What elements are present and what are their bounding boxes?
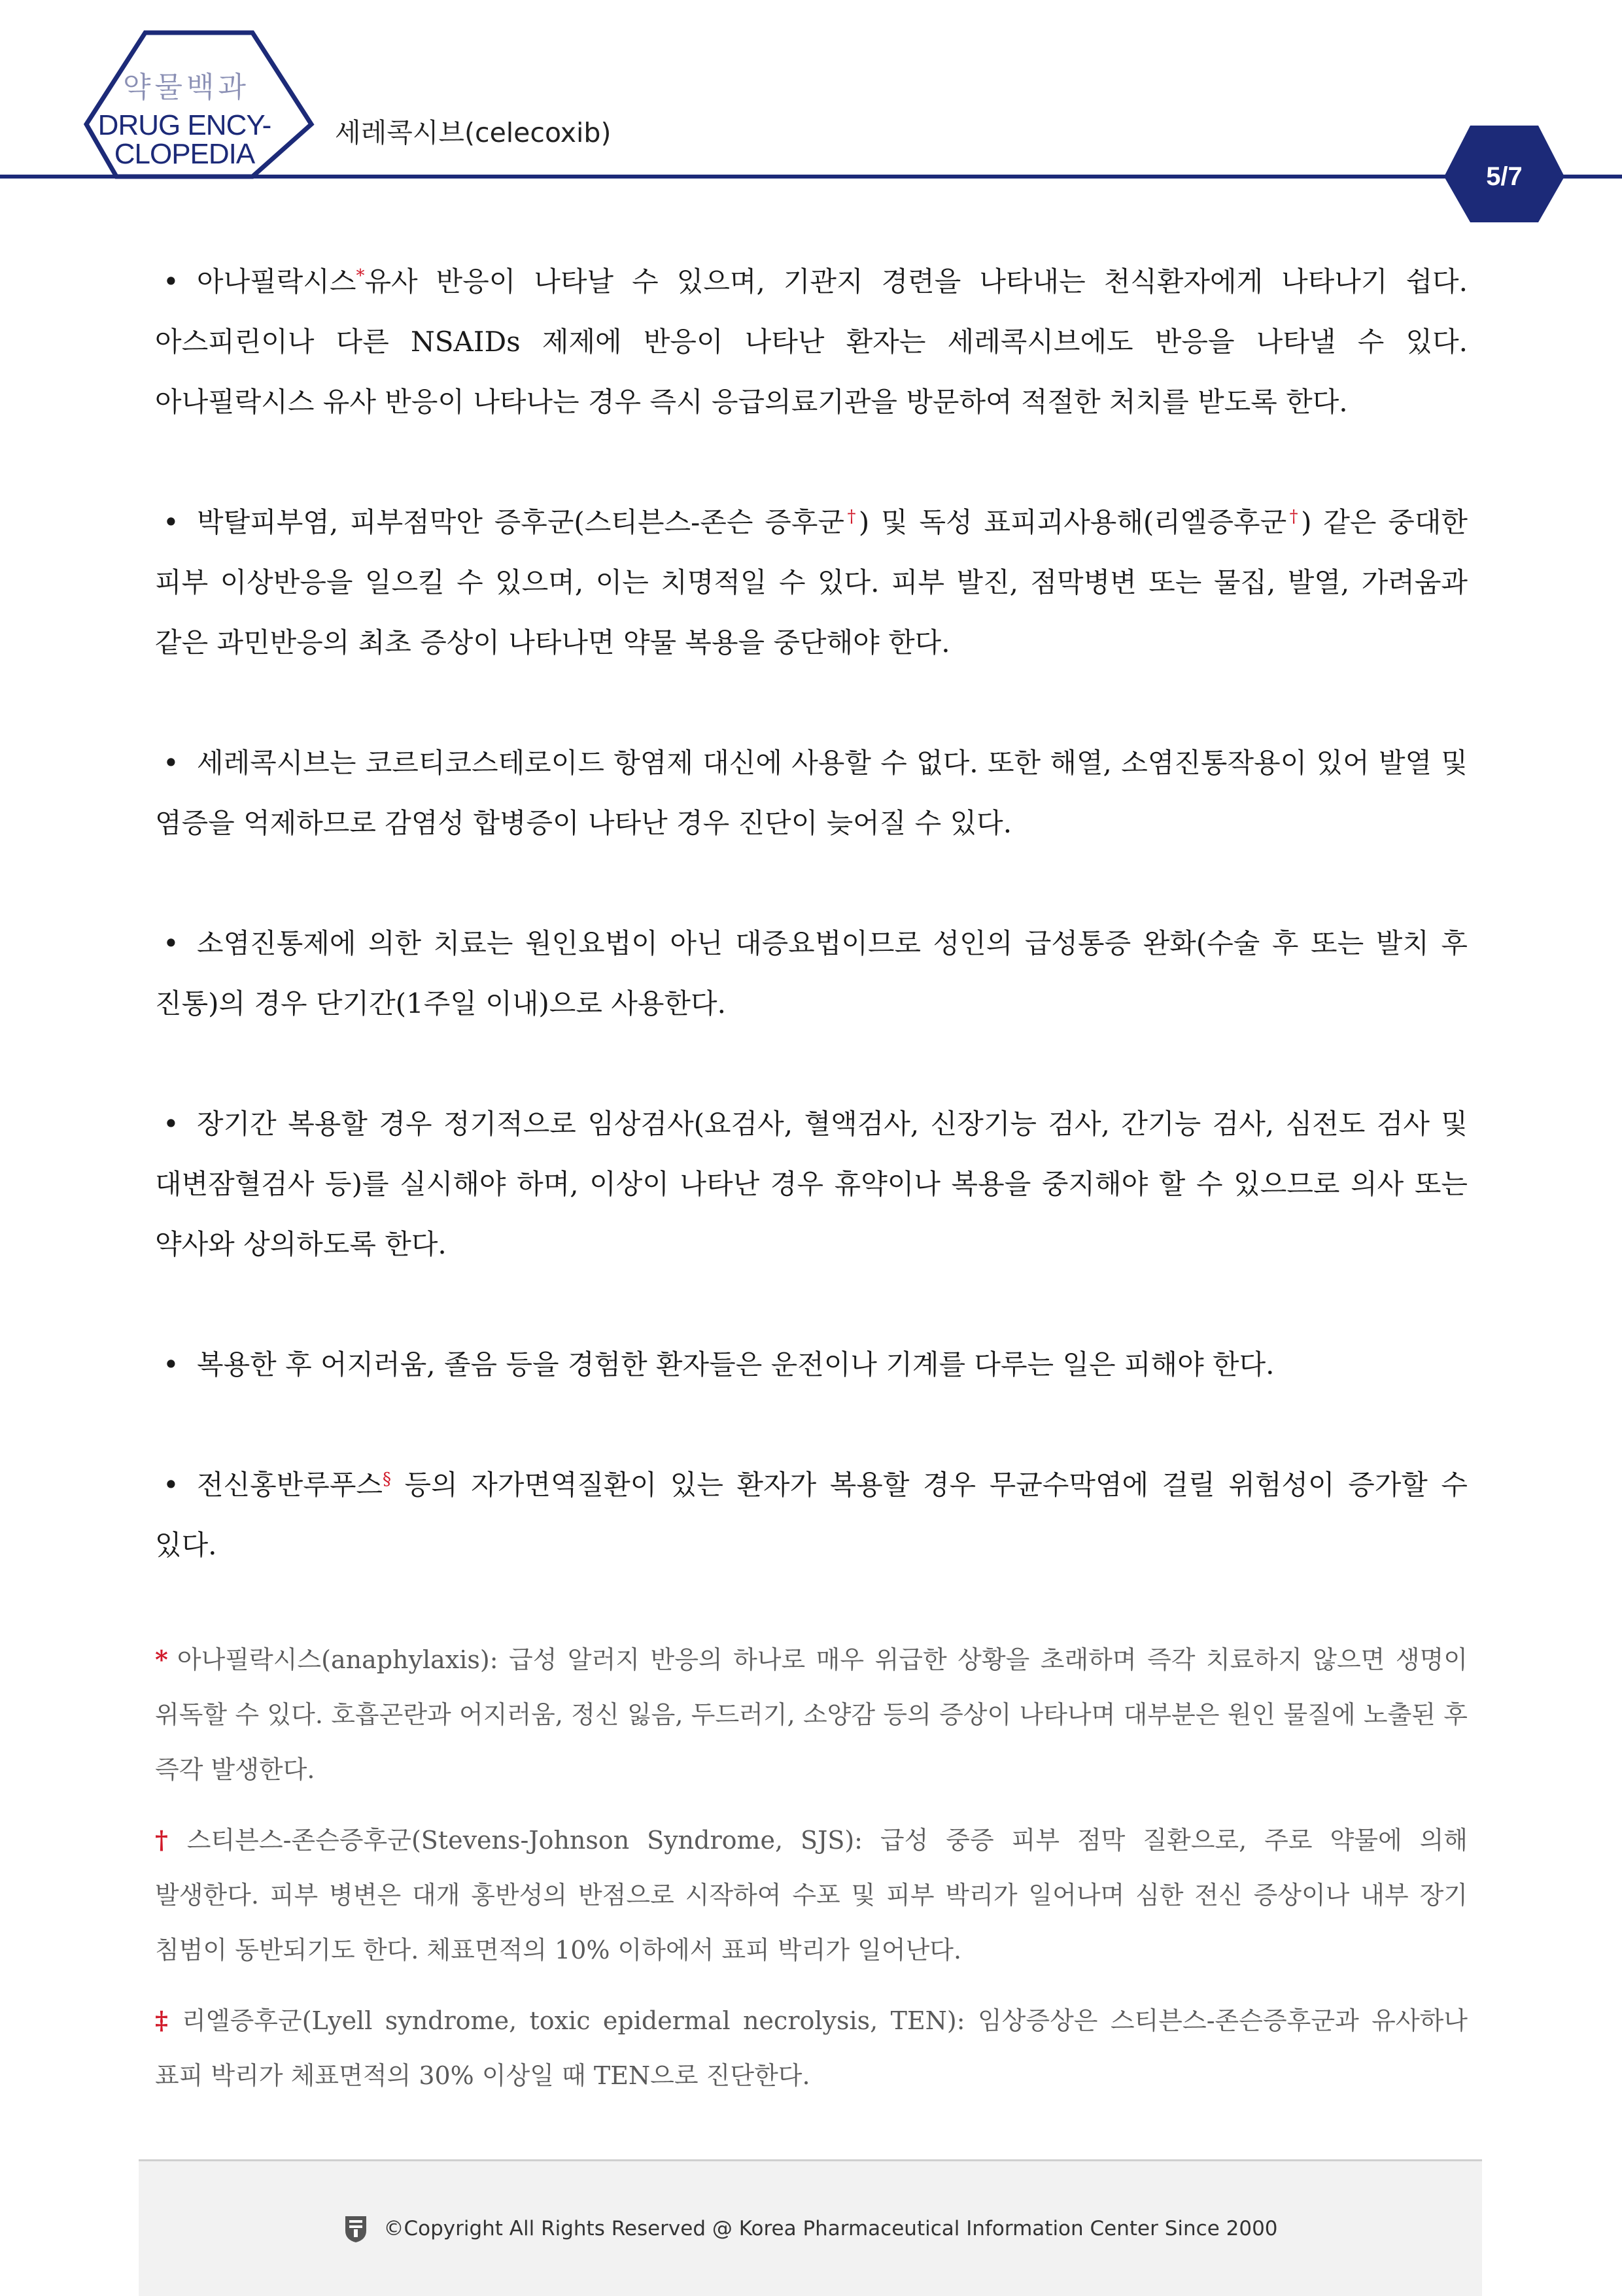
footnote-text: 스티븐스-존슨증후군(Stevens-Johnson Syndrome, SJS): 급성 중증 피부 점막 질환으로, 주로 약물에 의해 발생한다. 피부 병변은 대개 홍반성의 반점으로 시작하여 수포 및 피부 박리가 일어나며 심한 전신 증상이나 내부 장기 침범이 동반되기도 한다. 체표면적의 10% 이하에서 표피 박리가 일어난다. xyxy=(155,1826,1468,1964)
logo-korean: 약물백과 xyxy=(122,71,250,104)
footnote-symbol: * xyxy=(155,1645,168,1674)
logo-english-line2: CLOPEDIA xyxy=(114,138,255,170)
bullet: • xyxy=(163,747,179,779)
kpic-emblem-icon xyxy=(343,2214,369,2244)
item-text: 아나필락시스 xyxy=(197,266,356,298)
footnote-mark: † xyxy=(844,507,859,526)
footnote-mark: § xyxy=(383,1469,392,1489)
item-text: 세레콕시브는 코르티코스테로이드 항염제 대신에 사용할 수 없다. 또한 해열, 소염진통작용이 있어 발열 및 염증을 억제하므로 감염성 합병증이 나타난 경우 진단이 늦어질 수 있다. xyxy=(155,747,1468,839)
footnote-mark: † xyxy=(1286,507,1302,526)
item-text: ) 및 독성 표피괴사용해(리엘증후군 xyxy=(858,506,1287,538)
list-item xyxy=(155,492,1468,673)
list-item xyxy=(155,914,1468,1034)
bullet: • xyxy=(163,1108,179,1140)
page-indicator: 5/7 xyxy=(1486,162,1523,191)
footnote-text: 아나필락시스(anaphylaxis): 급성 알러지 반응의 하나로 매우 위급한 상황을 초래하며 즉각 치료하지 않으면 생명이 위독할 수 있다. 호흡곤란과 어지러움, 정신 잃음, 두드러기, 소양감 등의 증상이 나타나며 대부분은 원인 물질에 노출된 후 즉각 발생한다. xyxy=(155,1645,1468,1784)
footnote xyxy=(155,1632,1468,1797)
bullet: • xyxy=(163,927,179,959)
list-item xyxy=(155,733,1468,853)
bullet: • xyxy=(163,266,179,298)
footnote xyxy=(155,1813,1468,1978)
footnote-mark: * xyxy=(356,266,365,286)
item-text: 복용한 후 어지러움, 졸음 등을 경험한 환자들은 운전이나 기계를 다루는 일은 피해야 한다. xyxy=(197,1348,1275,1380)
precautions-list xyxy=(155,252,1468,1636)
item-text: 전신홍반루푸스 xyxy=(197,1469,383,1501)
drug-title: 세레콕시브(celecoxib) xyxy=(335,117,612,148)
footnote-symbol: † xyxy=(155,1825,178,1855)
list-item xyxy=(155,1094,1468,1275)
footnote xyxy=(155,1993,1468,2103)
page-footer xyxy=(139,2159,1482,2296)
footnote-symbol: ‡ xyxy=(155,2006,173,2035)
bullet: • xyxy=(163,1469,179,1501)
footnote-text: 리엘증후군(Lyell syndrome, toxic epidermal necrolysis, TEN): 임상증상은 스티븐스-존슨증후군과 유사하나 표피 박리가 체표면적의 30% 이상일 때 TEN으로 진단한다. xyxy=(155,2006,1468,2090)
footnotes xyxy=(155,1632,1468,2119)
item-text: 등의 자가면역질환이 있는 환자가 복용할 경우 무균수막염에 걸릴 위험성이 증가할 수 있다. xyxy=(155,1469,1468,1561)
bullet: • xyxy=(163,506,179,538)
item-text: 박탈피부염, 피부점막안 증후군(스티븐스-존슨 증후군 xyxy=(197,506,844,538)
item-text: 유사 반응이 나타날 수 있으며, 기관지 경련을 나타내는 천식환자에게 나타나기 쉽다. 아스피린이나 다른 NSAIDs 제제에 반응이 나타난 환자는 세레콕시브에도 반응을 나타낼 수 있다. 아나필락시스 유사 반응이 나타나는 경우 즉시 응급의료기관을 방문하여 적절한 처치를 받도록 한다. xyxy=(155,266,1468,418)
item-text: 소염진통제에 의한 치료는 원인요법이 아닌 대증요법이므로 성인의 급성통증 완화(수술 후 또는 발치 후 진통)의 경우 단기간(1주일 이내)으로 사용한다. xyxy=(155,927,1468,1019)
bullet: • xyxy=(163,1348,179,1380)
list-item xyxy=(155,1335,1468,1395)
list-item xyxy=(155,252,1468,432)
list-item xyxy=(155,1455,1468,1575)
logo-english-line1: DRUG ENCY- xyxy=(97,109,271,141)
item-text: ) 같은 중대한 피부 이상반응을 일으킬 수 있으며, 이는 치명적일 수 있다. 피부 발진, 점막병변 또는 물집, 발열, 가려움과 같은 과민반응의 최초 증상이 나타나면 약물 복용을 중단해야 한다. xyxy=(155,506,1468,659)
copyright-text: ©Copyright All Rights Reserved @ Korea Pharmaceutical Information Center Since 2000 xyxy=(383,2217,1278,2240)
item-text: 장기간 복용할 경우 정기적으로 임상검사(요검사, 혈액검사, 신장기능 검사, 간기능 검사, 심전도 검사 및 대변잠혈검사 등)를 실시해야 하며, 이상이 나타난 경우 휴약이나 복용을 중지해야 할 수 있으므로 의사 또는 약사와 상의하도록 한다. xyxy=(155,1108,1468,1260)
